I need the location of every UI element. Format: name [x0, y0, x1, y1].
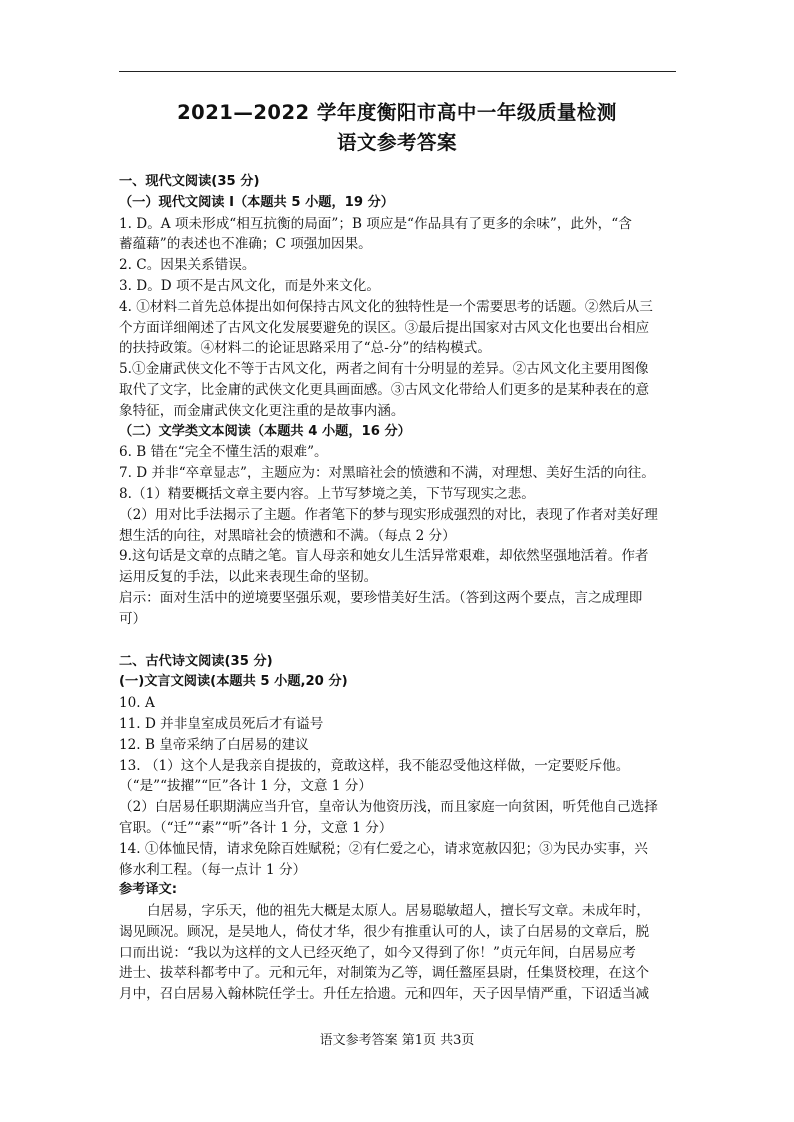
- section-heading: （一）现代文阅读 I（本题共 5 小题，19 分）: [119, 194, 394, 210]
- answer-line: 进士、拔萃科都考中了。元和元年，对制策为乙等，调任盩厔县尉，任集贤校理，在这个: [119, 965, 650, 982]
- document-subtitle: 语文参考答案: [336, 131, 457, 154]
- answer-line: 修水利工程。（每一点计 1 分）: [119, 861, 307, 878]
- answer-line: 4. ①材料二首先总体提出如何保持古风文化的独特性是一个需要思考的话题。②然后从三: [119, 298, 653, 315]
- answer-line: 口而出说：“我以为这样的文人已经灭绝了，如今又得到了你！”贞元年间，白居易应考: [119, 944, 636, 961]
- answer-line: （“是”“拔擢”“叵”各计 1 分，文意 1 分）: [119, 778, 372, 795]
- answer-line: 的扶持政策。④材料二的论证思路采用了“总-分”的结构模式。: [119, 340, 491, 357]
- section-heading: （二）文学类文本阅读（本题共 4 小题，16 分）: [119, 423, 411, 439]
- answer-line: 12. B 皇帝采纳了白居易的建议: [119, 736, 309, 753]
- answer-line: 启示：面对生活中的逆境要坚强乐观，要珍惜美好生活。（答到这两个要点，言之成理即: [119, 589, 643, 606]
- answer-line: 运用反复的手法，以此来表现生命的坚韧。: [119, 569, 378, 586]
- answer-line: 个方面详细阐述了古风文化发展要避免的误区。③最后提出国家对古风文化也要出台相应: [119, 319, 650, 336]
- answer-line: 取代了文字，比金庸的武侠文化更具画面感。③古风文化带给人们更多的是某种表在的意: [119, 381, 650, 398]
- answer-line: （2）白居易任职期满应当升官，皇帝认为他资历浅，而且家庭一向贫困，听凭他自己选择: [119, 799, 658, 816]
- answer-line: 2. C。因果关系错误。: [119, 257, 256, 274]
- answer-line: 14. ①体恤民情，请求免除百姓赋税；②有仁爱之心，请求宽赦囚犯；③为民办实事，兴: [119, 840, 648, 857]
- answer-line: 5.①金庸武侠文化不等于古风文化，两者之间有十分明显的差异。②古风文化主要用图像: [119, 361, 649, 378]
- answer-line: 8.（1）精要概括文章主要内容。上节写梦境之美，下节写现实之悲。: [119, 485, 535, 502]
- answer-line: 官职。（“迁”“素”“听”各计 1 分，文意 1 分）: [119, 819, 393, 836]
- section-heading: 一、现代文阅读(35 分): [119, 174, 260, 189]
- answer-line: 想生活的向往，对黑暗社会的愤懑和不满。（每点 2 分）: [119, 527, 456, 544]
- answer-line: 3. D。D 项不是古风文化，而是外来文化。: [119, 277, 380, 294]
- section-heading: 二、古代诗文阅读(35 分): [119, 653, 273, 669]
- answer-line: 9.这句话是文章的点睛之笔。盲人母亲和她女儿生活异常艰难，却依然坚强地活着。作者: [119, 548, 649, 565]
- header-rule: [119, 71, 676, 72]
- answer-line: 月中，召白居易入翰林院任学士。升任左拾遗。元和四年，天子因旱情严重，下诏适当减: [119, 986, 650, 1003]
- answer-line: 1. D。A 项未形成“相互抗衡的局面”；B 项应是“作品具有了更多的余味”，此外，“含: [119, 215, 632, 232]
- section-heading: (一)文言文阅读(本题共 5 小题,20 分): [119, 674, 348, 690]
- answer-line: 象特征，而金庸武侠文化更注重的是故事内涵。: [119, 402, 405, 419]
- document-title: 2021—2022 学年度衡阳市高中一年级质量检测: [177, 101, 617, 124]
- answer-line: 13. （1）这个人是我亲自提拔的，竟敢这样，我不能忍受他这样做，一定要贬斥他。: [119, 757, 630, 774]
- section-gap: [119, 630, 683, 652]
- answer-line: （2）用对比手法揭示了主题。作者笔下的梦与现实形成强烈的对比，表现了作者对美好理: [119, 506, 658, 523]
- answer-line: 7. D 并非“卒章显志”，主题应为：对黑暗社会的愤懑和不满，对理想、美好生活的向往。: [119, 465, 655, 482]
- answer-line: 蓄蕴藉”的表述也不准确；C 项强加因果。: [119, 236, 372, 253]
- page-footer: 语文参考答案 第1页 共3页: [319, 1033, 475, 1048]
- section-heading: 参考译文:: [119, 882, 178, 898]
- answer-line: 可）: [119, 610, 147, 627]
- answer-line: 白居易，字乐天，他的祖先大概是太原人。居易聪敏超人，擅长写文章。未成年时，: [147, 903, 650, 920]
- answer-line: 10. A: [119, 695, 155, 712]
- answer-line: 6. B 错在“完全不懂生活的艰难”。: [119, 444, 328, 461]
- answer-body: [119, 172, 683, 1005]
- answer-line: 11. D 并非皇室成员死后才有谥号: [119, 715, 324, 732]
- answer-line: 谒见顾况。顾况，是吴地人，倚仗才华，很少有推重认可的人，读了白居易的文章后，脱: [119, 923, 650, 940]
